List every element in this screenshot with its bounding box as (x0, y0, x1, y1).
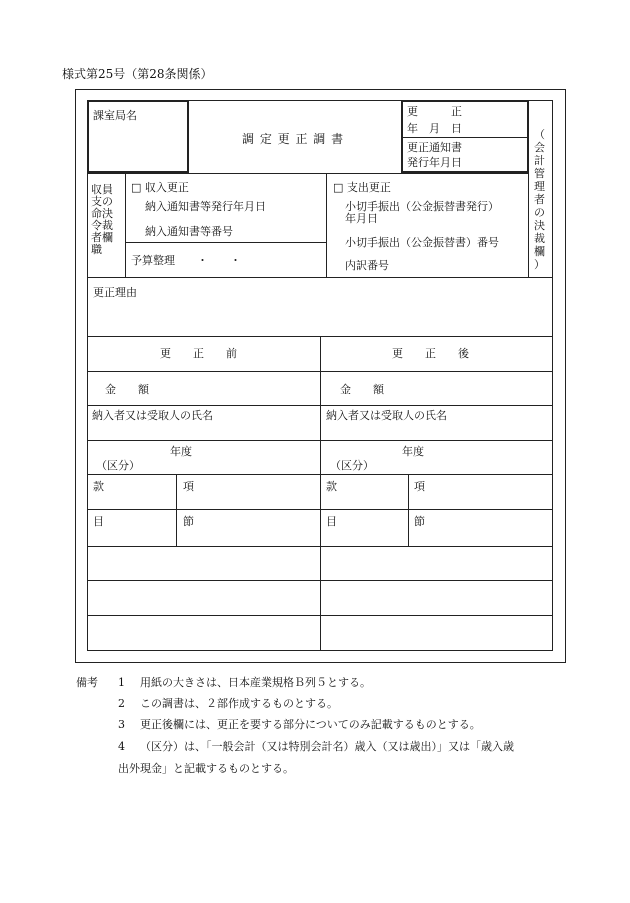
before-kou: 項 (183, 480, 194, 493)
note-4-number: 4 (118, 740, 125, 753)
notice-date-line2: 発行年月日 (407, 156, 462, 169)
fiscal-row-bottom (87, 474, 553, 475)
expense-check-issue-date-line1: 小切手振出（公金振替書発行） (345, 200, 499, 213)
note-1-number: 1 (118, 676, 125, 689)
approval-column-label: （ 会 計 管 理 者 の 決 裁 欄 ） (534, 128, 545, 271)
correction-date-line2: 年 月 日 (407, 122, 462, 135)
expense-check-issue-date-line2: 年月日 (345, 212, 378, 225)
decision-label-row-2: 支の (91, 195, 113, 208)
revenue-expense-divider (326, 173, 327, 277)
notes-heading: 備考 (76, 676, 98, 689)
decision-label-row-3: 命決 (91, 207, 113, 220)
after-header: 更 正 後 (392, 347, 469, 360)
after-payer-label: 納入者又は受取人の氏名 (326, 409, 447, 422)
note-3-text: 更正後欄には、更正を要する部分についてのみ記載するものとする。 (140, 718, 481, 731)
decision-label-row-5: 者欄 (91, 231, 113, 244)
after-subdivider (408, 474, 409, 546)
notice-date-line1: 更正通知書 (407, 141, 462, 154)
note-4-text: （区分）は、「一般会計（又は特別会計名）歳入（又は歳出）」又は「歳入歳 (140, 740, 514, 753)
decision-row-bottom (87, 277, 553, 278)
after-moku: 目 (326, 515, 337, 528)
kan-row-bottom (87, 509, 553, 510)
note-2-number: 2 (118, 697, 125, 710)
before-division: （区分） (96, 459, 140, 472)
revenue-checkbox[interactable]: □ 収入更正 (131, 181, 189, 194)
after-setsu: 節 (414, 515, 425, 528)
after-amount-label: 金 額 (340, 383, 384, 396)
before-setsu: 節 (183, 515, 194, 528)
expense-checkbox[interactable]: □ 支出更正 (333, 181, 391, 194)
before-header: 更 正 前 (160, 347, 237, 360)
after-division: （区分） (330, 459, 374, 472)
decision-label-divider (125, 173, 126, 277)
approval-column-divider (528, 100, 529, 277)
after-kou: 項 (414, 480, 425, 493)
decision-label-row-1: 収員 (91, 183, 113, 196)
revenue-notice-issue-date: 納入通知書等発行年月日 (145, 200, 266, 213)
budget-divider (125, 242, 326, 243)
before-payer-label: 納入者又は受取人の氏名 (92, 409, 213, 422)
before-amount-label: 金 額 (105, 383, 149, 396)
amount-row-bottom (87, 405, 553, 406)
bureau-label: 課室局名 (93, 109, 137, 122)
before-subdivider (176, 474, 177, 546)
form-label: 様式第25号（第28条関係） (62, 67, 213, 81)
note-2-text: この調書は、２部作成するものとする。 (140, 697, 338, 710)
note-4-continued: 出外現金」と記載するものとする。 (118, 762, 294, 775)
decision-column-label (91, 184, 123, 256)
budget-label: 予算整理 ・ ・ (131, 254, 241, 267)
note-3-number: 3 (118, 718, 125, 731)
correction-date-line1: 更 正 (407, 105, 462, 118)
decision-label-row-4: 令裁 (91, 219, 113, 232)
before-kan: 款 (93, 480, 104, 493)
date-divider (401, 137, 529, 138)
decision-label-row-6: 職 (91, 243, 102, 256)
expense-check-number: 小切手振出（公金振替書）番号 (345, 236, 499, 249)
moku-row-bottom (87, 546, 553, 547)
revenue-notice-number: 納入通知書等番号 (145, 225, 233, 238)
before-fiscal-year: 年度 (170, 445, 192, 458)
after-kan: 款 (326, 480, 337, 493)
expense-detail-number: 内訳番号 (345, 259, 389, 272)
document-title: 調 定 更 正 調 書 (242, 132, 345, 146)
blank-row-2-bottom (87, 615, 553, 616)
top-section-divider (87, 173, 528, 174)
after-fiscal-year: 年度 (402, 445, 424, 458)
reason-label: 更正理由 (93, 286, 137, 299)
payer-row-bottom (87, 440, 553, 441)
note-1-text: 用紙の大きさは、日本産業規格Ｂ列５とする。 (140, 676, 371, 689)
blank-row-1-bottom (87, 580, 553, 581)
before-moku: 目 (93, 515, 104, 528)
header-row-bottom (87, 371, 553, 372)
before-after-divider (320, 336, 321, 651)
